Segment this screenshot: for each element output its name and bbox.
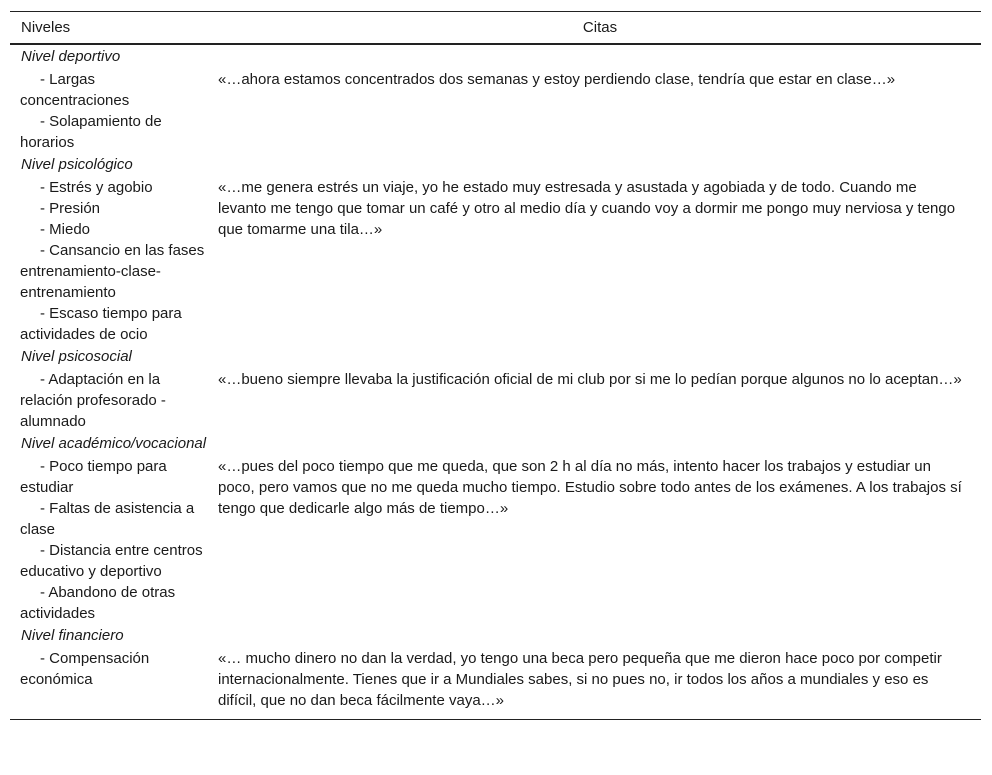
level-items: [10, 368, 208, 432]
list-item: - Largas concentraciones: [20, 71, 130, 109]
section-row-academico: [10, 432, 981, 455]
list-item: - Adaptación en la relación profesorado - alumnado: [20, 371, 166, 430]
table-header: [10, 12, 981, 45]
section-title: Nivel psicológico: [21, 156, 133, 173]
section-row-psicologico: [10, 153, 981, 176]
list-item: - Compensación económica: [20, 650, 150, 688]
section-title: Nivel académico/vocacional: [21, 435, 207, 452]
section-row-deportivo: [10, 44, 981, 68]
section-title: Nivel deportivo: [21, 48, 121, 65]
level-items: [10, 455, 208, 624]
levels-quotes-table: [10, 11, 981, 720]
header-row: [10, 12, 981, 45]
list-item: - Poco tiempo para estudiar: [20, 458, 167, 496]
table-row: [10, 455, 981, 624]
section-title: Nivel psicosocial: [21, 348, 132, 365]
table-row: [10, 68, 981, 153]
level-items: [10, 176, 208, 345]
list-item: - Cansancio en las fases entrenamiento-clase-entrenamiento: [20, 242, 205, 301]
list-item: - Escaso tiempo para actividades de ocio: [20, 305, 182, 343]
list-item: - Distancia entre centros educativo y deportivo: [20, 542, 203, 580]
quote-cell: «…pues del poco tiempo que me queda, que son 2 h al día no más, intento hacer los trabajos y estudiar un poco, pero vamos que no me queda mucho tiempo. Estudio sobre todo antes de los exámenes. A los trabajos sí tengo que dedicarle algo más de tiempo…»: [218, 458, 962, 517]
table-row: [10, 176, 981, 345]
table-row: [10, 368, 981, 432]
list-item: - Abandono de otras actividades: [20, 584, 176, 622]
column-header-citas: Citas: [582, 19, 618, 36]
list-item: - Faltas de asistencia a clase: [20, 500, 195, 538]
section-row-financiero: [10, 624, 981, 647]
table-body: [10, 44, 981, 720]
table-row: [10, 647, 981, 720]
list-item: - Miedo: [40, 221, 91, 238]
section-row-psicosocial: [10, 345, 981, 368]
list-item: - Solapamiento de horarios: [20, 113, 162, 151]
list-item: - Estrés y agobio: [40, 179, 153, 196]
column-header-niveles: Niveles: [21, 19, 71, 36]
quote-cell: «…ahora estamos concentrados dos semanas y estoy perdiendo clase, tendría que estar en clase…»: [218, 71, 896, 88]
level-items: [10, 647, 208, 720]
section-title: Nivel financiero: [21, 627, 124, 644]
quotes-table-container: [10, 11, 981, 720]
list-item: - Presión: [40, 200, 101, 217]
quote-cell: «…bueno siempre llevaba la justificación oficial de mi club por si me lo pedían porque algunos no lo aceptan…»: [218, 371, 962, 388]
quote-cell: «…me genera estrés un viaje, yo he estado muy estresada y asustada y agobiada y de todo. Cuando me levanto me tengo que tomar un café y otro al medio día y cuando voy a dormir me pongo muy nerviosa y tengo que tomarme una tila…»: [218, 179, 956, 238]
quote-cell: «… mucho dinero no dan la verdad, yo tengo una beca pero pequeña que me dieron hace poco por competir internacionalmente. Tienes que ir a Mundiales sabes, si no pues no, ir todos los años a mundiales y eso es difícil, que no dan beca fácilmente vaya…»: [208, 647, 981, 720]
level-items: [10, 68, 208, 153]
